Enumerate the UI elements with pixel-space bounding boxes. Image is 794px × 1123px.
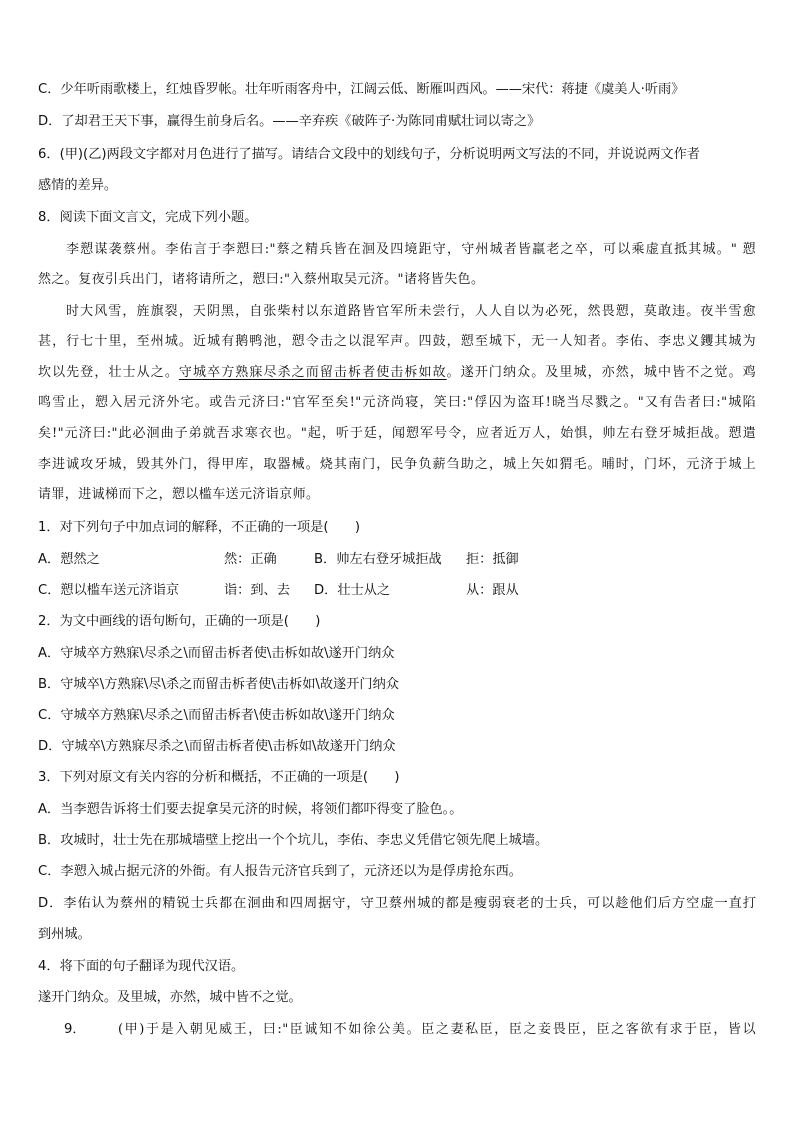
question-1-stem: 1．对下列句子中加点词的解释，不正确的一项是( ): [38, 520, 360, 535]
question-1-row-ab: [38, 551, 758, 569]
question-9-text: (甲)于是入朝见威王，曰:"臣诚知不如徐公美。臣之妻私臣，臣之妾畏臣，臣之客欲有求于臣，皆以: [118, 1022, 756, 1037]
option-c-line: C．少年听雨歌楼上，红烛昏罗帐。壮年听雨客舟中，江阔云低、断雁叫西风。——宋代：蒋捷《虞美人·听雨》: [38, 82, 685, 97]
option-c-explanation: 诣：到、去: [224, 583, 290, 598]
question-3-stem: 3．下列对原文有关内容的分析和概括，不正确的一项是( ): [38, 770, 400, 785]
option-d-line: D．了却君王天下事，赢得生前身后名。——辛弃疾《破阵子·为陈同甫赋壮词以寄之》: [38, 114, 541, 129]
passage-p2-line-5: 矣!"元济曰:"此必洄曲子弟就吾求寒衣也。"起，听于廷，闻愬军号令，应者近万人，始惧，帅左右登牙城拒战。愬遣: [38, 426, 756, 441]
question-6-line-2: 感情的差异。: [38, 178, 118, 193]
passage-text-segment: 坎以先登，壮士从之。: [38, 365, 179, 380]
question-6-line-1: 6．(甲)(乙)两段文字都对月色进行了描写。请结合文段中的划线句子，分析说明两文写法的不同，并说说两文作者: [38, 147, 700, 162]
question-2-stem: 2．为文中画线的语句断句，正确的一项是( ): [38, 614, 321, 629]
option-d: D．壮士从之: [314, 583, 391, 598]
question-4-stem: 4．将下面的句子翻译为现代汉语。: [38, 959, 245, 974]
option-b-explanation: 拒：抵御: [466, 552, 519, 567]
question-9-number: 9．: [64, 1022, 86, 1037]
option-c: C．愬以槛车送元济诣京: [38, 583, 180, 598]
passage-p2-line-6: 李进诚攻牙城，毁其外门，得甲库，取器械。烧其南门，民争负薪刍助之，城上矢如猬毛。晡时，门坏，元济于城上: [38, 457, 756, 472]
option-b: B．帅左右登牙城拒战: [314, 552, 442, 567]
passage-text-segment: 。遂开门纳众。及里城，亦然，城中皆不之觉。鸡: [446, 365, 756, 380]
passage-p1-line-2: 然之。复夜引兵出门，诸将请所之，愬曰:"入蔡州取吴元济。"诸将皆失色。: [38, 272, 485, 287]
underlined-sentence: 守城卒方熟寐尽杀之而留击柝者使击柝如故: [178, 365, 447, 380]
option-a-explanation: 然：正确: [224, 552, 277, 567]
question-3-option-b: B．攻城时，壮士先在那城墙壁上挖出一个个坑儿，李佑、李忠义凭借它领先爬上城墙。: [38, 833, 549, 848]
question-1-row-cd: [38, 582, 758, 600]
passage-p2-line-7: 请罪，进诚梯而下之，愬以槛车送元济诣京师。: [38, 487, 320, 502]
question-3-option-c: C．李愬入城占据元济的外衙。有人报告元济官兵到了，元济还以为是俘虏抢东西。: [38, 864, 522, 879]
question-2-option-d: D．守城卒\方熟寐尽杀之\而留击柝者使\击柝如\故遂开门纳众: [38, 739, 396, 754]
passage-p2-line-2: 甚，行七十里，至州城。近城有鹅鸭池，愬令击之以混军声。四鼓，愬至城下，无一人知者。李佑、李忠义钁其城为: [38, 334, 756, 349]
passage-p2-line-1: 时大风雪，旌旗裂，天阴黑，自张柴村以东道路皆官军所未尝行，人人自以为必死，然畏愬，莫敢违。夜半雪愈: [66, 304, 756, 319]
option-a: A．愬然之: [38, 552, 100, 567]
question-3-option-d-line-2: 到州城。: [38, 927, 91, 942]
question-3-option-a: A．当李愬告诉将士们要去捉拿吴元济的时候，将领们都吓得变了脸色。。: [38, 802, 463, 817]
passage-p2-line-3: [38, 364, 756, 382]
question-8-title: 8．阅读下面文言文，完成下列小题。: [38, 210, 258, 225]
option-d-explanation: 从：跟从: [466, 583, 519, 598]
question-2-option-a: A．守城卒方熟寐\尽杀之\而留击柝者使\击柝如故\遂开门纳众: [38, 646, 395, 661]
question-3-option-d-line-1: D．李佑认为蔡州的精锐士兵都在洄曲和四周据守，守卫蔡州城的都是瘦弱衰老的士兵，可以趁他们后方空虚一直打: [38, 896, 756, 911]
question-2-option-b: B．守城卒\方熟寐\尽\杀之而留击柝者使\击柝如\故遂开门纳众: [38, 677, 399, 692]
question-2-option-c: C．守城卒方熟寐\尽杀之\而留击柝者\使击柝如故\遂开门纳众: [38, 708, 395, 723]
passage-p1-line-1: 李愬谋袭蔡州。李佑言于李愬曰:"蔡之精兵皆在洄及四境距守，守州城者皆羸老之卒，可以乘虚直抵其城。" 愬: [66, 242, 756, 257]
question-4-sentence: 遂开门纳众。及里城，亦然，城中皆不之觉。: [38, 990, 302, 1005]
passage-p2-line-4: 鸣雪止，愬入居元济外宅。或告元济曰:"官军至矣!"元济尚寝，笑曰:"俘囚为盗耳!晓当尽戮之。"又有告者曰:"城陷: [38, 395, 756, 410]
